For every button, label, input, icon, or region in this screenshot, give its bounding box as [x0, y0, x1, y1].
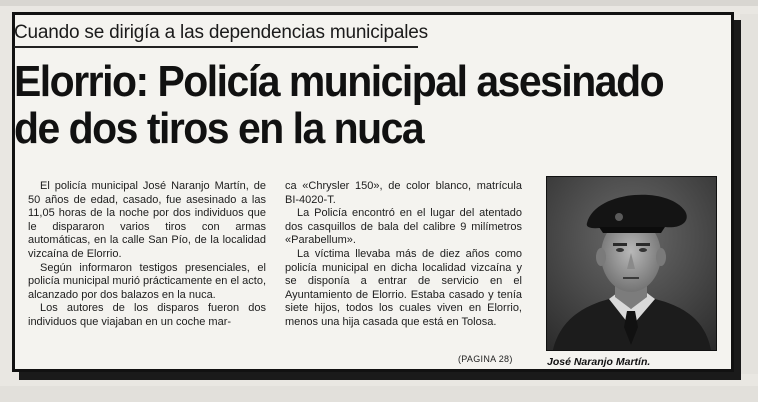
headline-line-2: de dos tiros en la nuca: [14, 104, 424, 153]
article-headline: [14, 58, 665, 152]
headline-line-1: Elorrio: Policía municipal asesinado: [14, 57, 664, 106]
body-column-2: [285, 180, 522, 330]
column2-paragraph-2: La Policía encontró en el lugar del atentado dos casquillos de bala del calibre 9 milímetros «Parabellum».: [285, 207, 522, 247]
portrait-photo: [546, 176, 717, 351]
column2-paragraph-1: ca «Chrysler 150», de color blanco, matrícula BI-4020-T.: [285, 180, 522, 206]
photo-caption: José Naranjo Martín.: [547, 356, 651, 368]
column1-paragraph-3: Los autores de los disparos fueron dos individuos que viajaban en un coche mar-: [28, 302, 266, 328]
page-bottom-strip: [0, 386, 758, 402]
column2-paragraph-3: La víctima llevaba más de diez años como policía municipal en dicha localidad vizcaína y se disponía a entrar de servicio en el Ayuntamiento de Elorrio. Estaba casado y tenía siete hijos, todos los cuales viven en Elorrio, menos una hija casada que está en Tolosa.: [285, 247, 522, 328]
column1-paragraph-2: Según informaron testigos presenciales, el policía municipal murió prácticamente en el acto, alcanzado por dos balazos en la nuca.: [28, 261, 266, 301]
page-right-bleed: [740, 14, 758, 374]
page-top-bleed: [0, 0, 758, 6]
portrait-illustration: [547, 177, 716, 350]
kicker-underline: [14, 46, 418, 48]
article-kicker: Cuando se dirigía a las dependencias municipales: [14, 22, 428, 43]
page-reference: (PAGINA 28): [458, 354, 513, 364]
body-column-1: [28, 180, 266, 330]
column1-paragraph-1: El policía municipal José Naranjo Martín, de 50 años de edad, casado, fue asesinado a las 11,05 horas de la noche por dos individuos que le dispararon varios tiros con armas automáticas, en la calle San Pío, de la localidad vizcaína de Elorrio.: [28, 180, 266, 260]
